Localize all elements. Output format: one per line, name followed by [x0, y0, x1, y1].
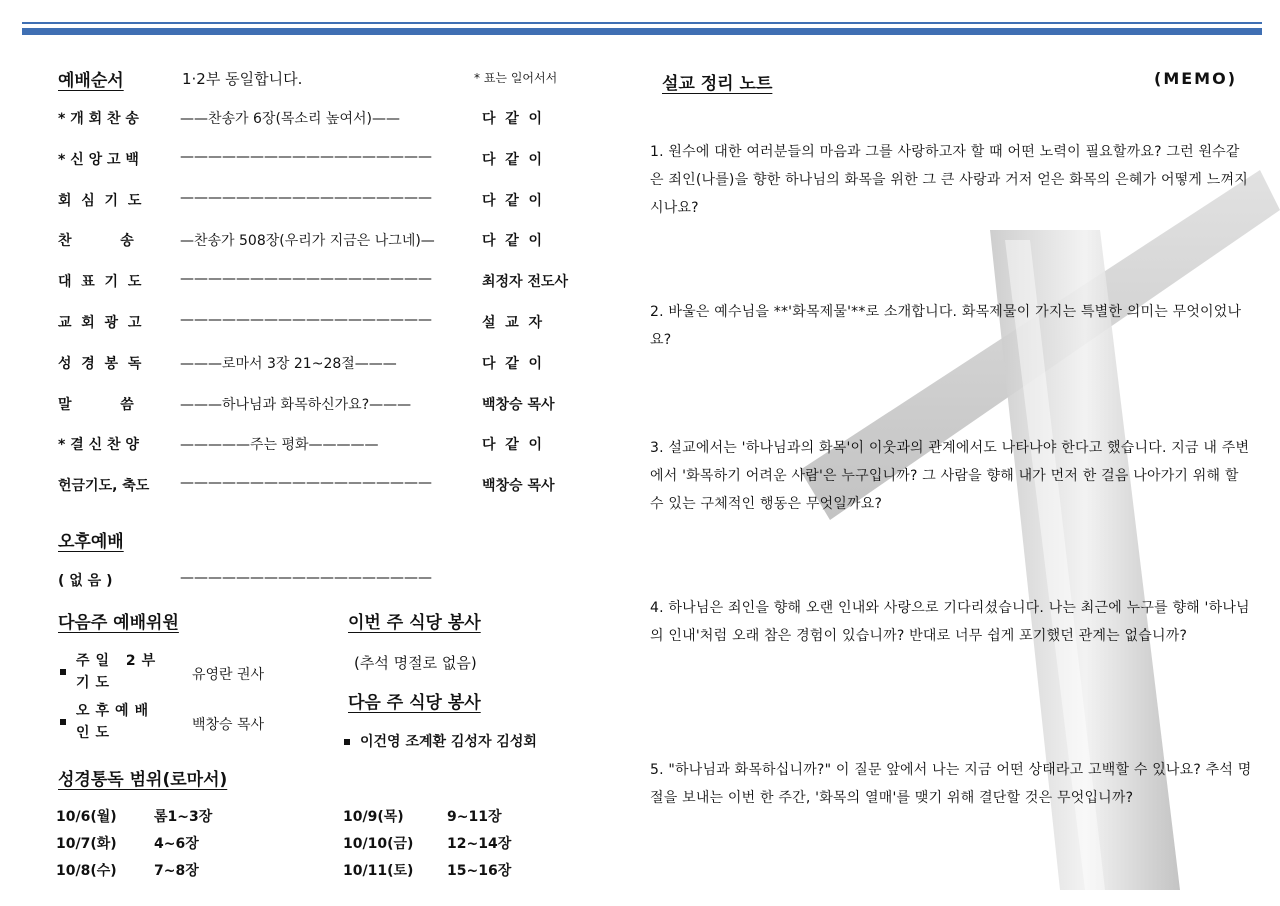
service-row — [58, 190, 588, 212]
reading-date: 10/6(월) — [56, 809, 117, 825]
service-row — [58, 475, 588, 497]
service-leader: 다 같 이 — [482, 355, 543, 372]
service-row — [58, 434, 588, 456]
service-row — [58, 149, 588, 171]
service-item: 헌금기도, 축도 — [58, 478, 150, 495]
service-detail: ———하나님과 화목하신가요?——— — [180, 396, 412, 413]
reading-range: 롬1~3장 — [154, 809, 213, 825]
reading-range: 7~8장 — [154, 863, 199, 879]
memo-question: 1. 원수에 대한 여러분들의 마음과 그를 사랑하고자 할 때 어떤 노력이 필요할까요? 그런 원수같은 죄인(나를)을 향한 하나님의 화목을 위한 그 큰 사랑과 거저 얻은 화목의 은혜가 어떻게 느껴지시나요? — [650, 144, 1248, 216]
memo-question: 4. 하나님은 죄인을 향해 오랜 인내와 사랑으로 기다리셨습니다. 나는 최근에 누구를 향해 '하나님의 인내'처럼 오래 참은 경험이 있습니까? 반대로 너무 쉽게 포기했던 관계는 없습니까? — [650, 600, 1250, 644]
service-item: 회 심 기 도 — [58, 192, 142, 209]
afternoon-title: 오후예배 — [58, 532, 124, 552]
service-detail: —————————————————— — [180, 475, 432, 492]
memo-title: 설교 정리 노트 — [662, 74, 773, 94]
bullet-square-icon — [60, 669, 66, 675]
service-detail: —————————————————— — [180, 189, 432, 206]
memo-question: 5. "하나님과 화목하십니까?" 이 질문 앞에서 나는 지금 어떤 상태라고 고백할 수 있나요? 추석 명절을 보내는 이번 한 주간, '화목의 열매'를 맺기 위해 결단할 것은 무엇입니까? — [650, 762, 1252, 806]
service-item: 말 씀 — [58, 396, 134, 413]
service-subtitle: 1·2부 동일합니다. — [182, 70, 303, 88]
memo-question: 3. 설교에서는 '하나님과의 화목'이 이웃과의 관계에서도 나타나야 한다고 했습니다. 지금 내 주변에서 '화목하기 어려운 사람'은 누구입니까? 그 사람을 향해 내가 먼저 한 걸음 나아가기 위해 할 수 있는 구체적인 행동은 무엇일까요? — [650, 440, 1250, 512]
leader-role: 오후예배 인도 — [76, 703, 155, 741]
service-detail: —————————————————— — [180, 312, 432, 328]
service-row — [58, 394, 588, 416]
service-item: 교 회 광 고 — [58, 315, 142, 331]
service-item: * 신 앙 고 백 — [58, 151, 139, 168]
leader-role: 주일 2부 기도 — [76, 653, 162, 691]
afternoon-item: ( 없 음 ) — [58, 573, 113, 589]
service-leader: 다 같 이 — [482, 192, 543, 209]
cafeteria-next-week-text: 이건영 조계환 김성자 김성회 — [360, 734, 537, 750]
leader-row — [60, 700, 265, 744]
reading-row — [343, 806, 501, 826]
reading-range: 9~11장 — [447, 809, 502, 825]
reading-row — [343, 860, 511, 880]
service-leader: 최정자 전도사 — [482, 274, 569, 291]
cafeteria-this-week-title: 이번 주 식당 봉사 — [348, 613, 481, 633]
service-item: * 결 신 찬 양 — [58, 437, 139, 454]
reading-range: 4~6장 — [154, 836, 199, 852]
service-row — [58, 353, 588, 375]
top-rule-thick — [22, 28, 1262, 35]
service-leader: 설 교 자 — [482, 315, 543, 331]
cafeteria-this-week-text: (추석 명절로 없음) — [354, 654, 477, 672]
service-leader: 다 같 이 — [482, 233, 543, 250]
leaders-title: 다음주 예배위원 — [58, 613, 179, 633]
service-detail: —————————————————— — [180, 271, 432, 288]
leader-row — [60, 650, 265, 694]
service-leader: 다 같 이 — [482, 437, 543, 454]
service-row — [58, 108, 588, 130]
service-detail: ———로마서 3장 21~28절——— — [180, 355, 397, 372]
top-rule-thin — [22, 22, 1262, 24]
standing-note: * 표는 일어서서 — [474, 71, 558, 85]
reading-row — [56, 806, 212, 826]
reading-range: 15~16장 — [447, 863, 512, 879]
reading-row — [343, 833, 511, 853]
service-leader: 백창승 목사 — [482, 396, 555, 413]
leader-name: 백창승 목사 — [192, 717, 265, 733]
cafeteria-next-week-title: 다음 주 식당 봉사 — [348, 693, 481, 713]
cafeteria-next-week-row — [344, 731, 537, 751]
service-detail: —————————————————— — [180, 148, 432, 165]
memo-question: 2. 바울은 예수님을 **'화목제물'**로 소개합니다. 화목제물이 가지는 특별한 의미는 무엇이었나요? — [650, 304, 1242, 348]
service-item: * 개 회 찬 송 — [58, 111, 139, 127]
bullet-square-icon — [344, 739, 350, 745]
service-leader: 다 같 이 — [482, 151, 543, 168]
reading-date: 10/7(화) — [56, 836, 117, 852]
reading-date: 10/10(금) — [343, 836, 414, 852]
afternoon-row — [58, 570, 588, 592]
service-detail: ——찬송가 6장(목소리 높여서)—— — [180, 111, 400, 127]
service-detail: —————주는 평화————— — [180, 437, 379, 454]
service-title: 예배순서 — [58, 71, 124, 91]
service-detail: —찬송가 508장(우리가 지금은 나그네)— — [180, 233, 435, 250]
service-leader: 백창승 목사 — [482, 478, 555, 495]
reading-row — [56, 860, 199, 880]
bible-reading-title: 성경통독 범위(로마서) — [58, 770, 228, 790]
service-item: 찬 송 — [58, 233, 134, 250]
memo-tag: (MEMO) — [1154, 69, 1237, 88]
reading-date: 10/11(토) — [343, 863, 414, 879]
service-leader: 다 같 이 — [482, 111, 543, 127]
service-row — [58, 271, 588, 293]
bullet-square-icon — [60, 719, 66, 725]
reading-range: 12~14장 — [447, 836, 512, 852]
reading-date: 10/9(목) — [343, 809, 404, 825]
reading-row — [56, 833, 199, 853]
reading-date: 10/8(수) — [56, 863, 117, 879]
service-item: 성 경 봉 독 — [58, 355, 142, 372]
service-row — [58, 312, 588, 334]
leader-name: 유영란 권사 — [192, 667, 265, 683]
service-row — [58, 230, 588, 252]
service-item: 대 표 기 도 — [58, 274, 142, 291]
afternoon-detail: —————————————————— — [180, 570, 432, 586]
